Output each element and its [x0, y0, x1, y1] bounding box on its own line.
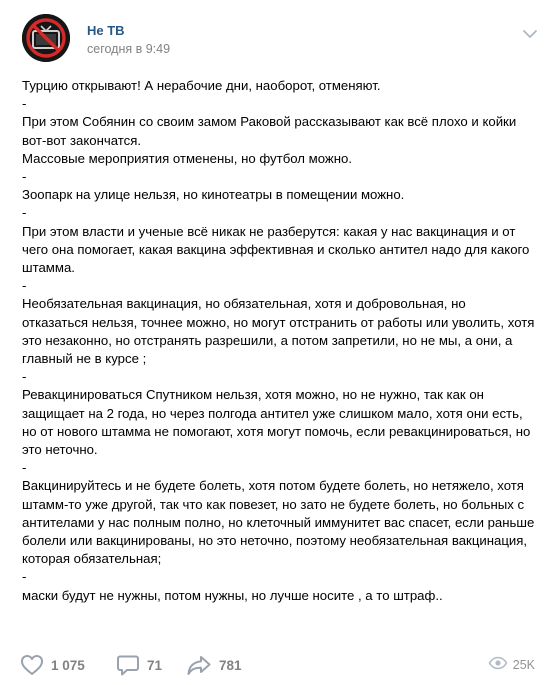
chevron-down-icon[interactable]: [521, 27, 539, 39]
like-button[interactable]: [20, 652, 85, 678]
share-arrow-icon: [186, 654, 212, 676]
crossed-tv-logo-icon: [22, 14, 70, 62]
post-paragraph: Зоопарк на улице нельзя, но кинотеатры в помещении можно.: [22, 187, 405, 203]
view-count: 25K: [512, 658, 535, 672]
post-author[interactable]: Не ТВ: [87, 23, 125, 38]
post-separator: -: [22, 369, 27, 385]
view-counter: [488, 652, 535, 678]
avatar[interactable]: [22, 14, 70, 62]
post-date[interactable]: сегодня в 9:49: [87, 42, 171, 56]
post-separator: -: [22, 460, 27, 476]
post-separator: -: [22, 569, 27, 585]
post-paragraph: При этом Собянин со своим замом Раковой рассказывают как всё плохо и койки вот-вот закончатся.: [22, 114, 520, 148]
comment-count: 71: [147, 657, 163, 673]
post-separator: -: [22, 96, 27, 112]
post-paragraph: Турцию открывают! А нерабочие дни, наоборот, отменяют.: [22, 78, 381, 93]
comment-icon: [116, 654, 140, 676]
heart-icon: [20, 654, 44, 676]
post-header: [20, 12, 539, 64]
post-paragraph: маски будут не нужны, потом нужны, но лучше носите , а то штраф..: [22, 587, 443, 603]
post-paragraph: Вакцинируйтесь и не будете болеть, хотя потом будете болеть, но нетяжело, хотя штамм-то уже другой, так что как повезет, но зато не будете болеть, но больных с антителами у нас полным полно, но клеточный иммунитет вас спасет, если раньше болели или вакцинированы, но это неточно, поэтому необязательная вакцинация, которая обязательная;: [22, 478, 539, 567]
like-count: 1 075: [51, 657, 85, 673]
post-text: [22, 77, 539, 605]
post-separator: -: [22, 169, 27, 185]
post-paragraph: Ревакцинироваться Спутником нельзя, хотя можно, но не нужно, так как он защищает на 2 года, но через полгода антител уже слишком мало, хотя они есть, но от нового штамма не помогают, хотя могут помочь, если ревакцинироваться, но это неточно.: [22, 387, 534, 458]
post-actions: [20, 652, 535, 678]
post-paragraph: При этом власти и ученые всё никак не разберутся: какая у нас вакцинация и от чего она помогает, какая вакцина эффективная и сколько антител надо для какого штамма.: [22, 223, 534, 276]
post-separator: -: [22, 278, 27, 294]
post-separator: -: [22, 205, 27, 221]
post-paragraph: Массовые мероприятия отменены, но футбол можно.: [22, 150, 353, 166]
eye-icon: [488, 656, 508, 675]
post-paragraph: Необязательная вакцинация, но обязательная, хотя и добровольная, но отказаться нельзя, точнее можно, но могут отстранить от работы или уволить, хотя это незаконно, но отстранять разрешили, а потом запретили, но не мы, а они, а главный не в курсе ;: [22, 296, 539, 367]
share-count: 781: [219, 657, 242, 673]
comment-button[interactable]: [116, 652, 162, 678]
share-button[interactable]: [186, 652, 242, 678]
